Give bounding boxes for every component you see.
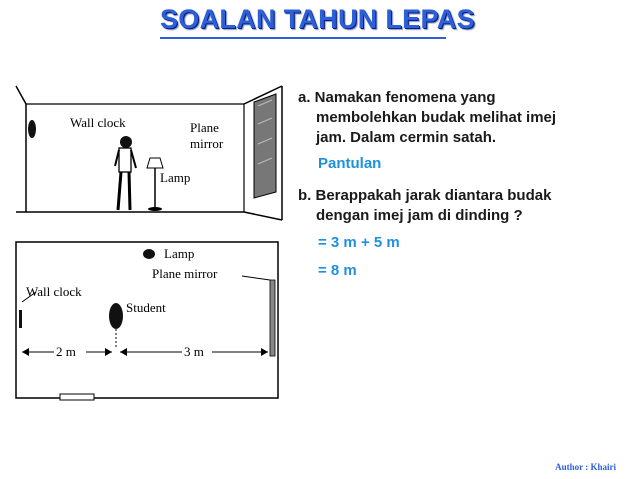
- question-a-line1: a. Namakan fenomena yang: [298, 89, 496, 106]
- question-b-line1: b. Berappakah jarak diantara budak: [298, 187, 552, 204]
- wall-clock-shape: [28, 120, 36, 138]
- student-dot: [109, 303, 123, 329]
- label-mirror-top: mirror: [190, 136, 224, 151]
- label-wall-clock-top: Wall clock: [70, 115, 126, 130]
- student-figure: [115, 136, 136, 210]
- label-dist-right: 3 m: [184, 344, 204, 359]
- label-lamp-top: Lamp: [160, 170, 191, 185]
- label-dist-left: 2 m: [56, 344, 76, 359]
- page-title: SOALAN TAHUN LEPAS: [160, 4, 475, 34]
- answer-a: Pantulan: [318, 155, 382, 172]
- lamp-dot: [143, 249, 155, 259]
- label-plane-mirror-bottom: Plane mirror: [152, 266, 218, 281]
- title-underline: [160, 37, 446, 39]
- question-a-line2: membolehkan budak melihat imej: [316, 109, 557, 126]
- label-plane-top: Plane: [190, 120, 219, 135]
- answer-b-step2: = 8 m: [318, 262, 357, 279]
- room-diagram: [14, 84, 286, 222]
- wall-clock-marker: [19, 310, 22, 328]
- answer-b-step1: = 3 m + 5 m: [318, 234, 400, 251]
- label-lamp-bottom: Lamp: [164, 246, 195, 261]
- label-student: Student: [126, 300, 166, 315]
- question-b-line2: dengan imej jam di dinding ?: [316, 207, 523, 224]
- mirror-marker: [270, 280, 275, 356]
- plan-diagram: [14, 240, 286, 402]
- question-a-line3: jam. Dalam cermin satah.: [316, 129, 497, 146]
- label-wall-clock-bottom: Wall clock: [26, 284, 82, 299]
- author-label: Author : Khairi: [555, 462, 616, 472]
- mirror-shape: [254, 94, 276, 198]
